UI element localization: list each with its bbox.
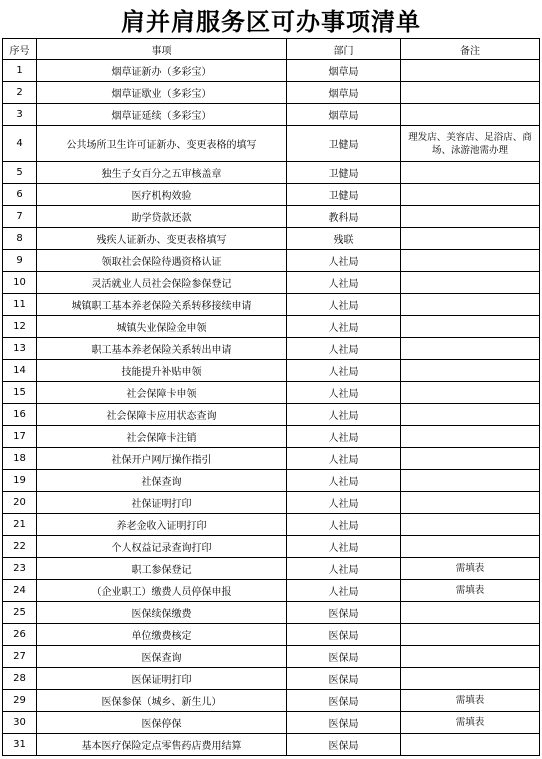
table-row [3, 734, 540, 756]
cell-note [401, 492, 540, 514]
table-row [3, 360, 540, 382]
cell-no: 21 [3, 514, 37, 536]
cell-note [401, 646, 540, 668]
cell-item: 医疗机构效验 [37, 184, 287, 206]
cell-note: 需填表 [401, 712, 540, 734]
cell-item: 助学贷款还款 [37, 206, 287, 228]
cell-item: 烟草证歇业（多彩宝） [37, 82, 287, 104]
table-row [3, 646, 540, 668]
cell-note [401, 602, 540, 624]
cell-item: 医保续保缴费 [37, 602, 287, 624]
table-row [3, 514, 540, 536]
header-item: 事项 [37, 39, 287, 60]
cell-note [401, 360, 540, 382]
table-row [3, 404, 540, 426]
cell-dept: 人社局 [287, 316, 401, 338]
cell-note: 理发店、美容店、足浴店、商场、泳游池需办理 [401, 126, 540, 162]
cell-note [401, 294, 540, 316]
cell-note [401, 514, 540, 536]
cell-note [401, 624, 540, 646]
table-row [3, 690, 540, 712]
cell-no: 16 [3, 404, 37, 426]
cell-note [401, 104, 540, 126]
table-row [3, 382, 540, 404]
cell-no: 31 [3, 734, 37, 756]
table-row [3, 104, 540, 126]
table-row [3, 272, 540, 294]
cell-item: 医保查询 [37, 646, 287, 668]
cell-item: 残疾人证新办、变更表格填写 [37, 228, 287, 250]
cell-item: 个人权益记录查询打印 [37, 536, 287, 558]
cell-note [401, 272, 540, 294]
cell-no: 17 [3, 426, 37, 448]
cell-no: 14 [3, 360, 37, 382]
cell-note [401, 338, 540, 360]
cell-dept: 卫健局 [287, 162, 401, 184]
cell-no: 28 [3, 668, 37, 690]
header-no: 序号 [3, 39, 37, 60]
cell-dept: 人社局 [287, 470, 401, 492]
cell-no: 11 [3, 294, 37, 316]
cell-note [401, 316, 540, 338]
table-row [3, 126, 540, 162]
table-row [3, 448, 540, 470]
cell-item: 技能提升补贴申领 [37, 360, 287, 382]
cell-item: 社保开户网厅操作指引 [37, 448, 287, 470]
cell-note: 需填表 [401, 690, 540, 712]
cell-dept: 人社局 [287, 448, 401, 470]
cell-no: 26 [3, 624, 37, 646]
cell-no: 10 [3, 272, 37, 294]
cell-no: 15 [3, 382, 37, 404]
cell-dept: 医保局 [287, 690, 401, 712]
cell-item: 社会保障卡申领 [37, 382, 287, 404]
cell-note [401, 162, 540, 184]
cell-no: 30 [3, 712, 37, 734]
cell-dept: 烟草局 [287, 104, 401, 126]
cell-no: 18 [3, 448, 37, 470]
cell-no: 4 [3, 126, 37, 162]
table-row [3, 162, 540, 184]
cell-item: 城镇失业保险金申领 [37, 316, 287, 338]
cell-dept: 人社局 [287, 580, 401, 602]
cell-dept: 烟草局 [287, 82, 401, 104]
table-header-row [3, 39, 540, 60]
cell-item: 职工参保登记 [37, 558, 287, 580]
cell-note [401, 206, 540, 228]
cell-dept: 人社局 [287, 514, 401, 536]
cell-item: 城镇职工基本养老保险关系转移接续申请 [37, 294, 287, 316]
cell-item: 医保停保 [37, 712, 287, 734]
table-row [3, 492, 540, 514]
cell-dept: 卫健局 [287, 184, 401, 206]
table-row [3, 250, 540, 272]
cell-no: 23 [3, 558, 37, 580]
cell-dept: 人社局 [287, 250, 401, 272]
cell-dept: 人社局 [287, 360, 401, 382]
table-row [3, 82, 540, 104]
cell-no: 3 [3, 104, 37, 126]
table-row [3, 426, 540, 448]
cell-item: 医保证明打印 [37, 668, 287, 690]
cell-no: 12 [3, 316, 37, 338]
cell-no: 6 [3, 184, 37, 206]
cell-item: 医保参保（城乡、新生儿） [37, 690, 287, 712]
cell-no: 1 [3, 60, 37, 82]
cell-item: 单位缴费核定 [37, 624, 287, 646]
cell-dept: 烟草局 [287, 60, 401, 82]
cell-dept: 人社局 [287, 382, 401, 404]
table-row [3, 602, 540, 624]
cell-dept: 人社局 [287, 558, 401, 580]
cell-dept: 人社局 [287, 294, 401, 316]
cell-no: 7 [3, 206, 37, 228]
table-row [3, 338, 540, 360]
cell-dept: 医保局 [287, 602, 401, 624]
header-note: 备注 [401, 39, 540, 60]
cell-dept: 医保局 [287, 668, 401, 690]
cell-note [401, 382, 540, 404]
cell-dept: 医保局 [287, 646, 401, 668]
cell-dept: 医保局 [287, 734, 401, 756]
cell-dept: 医保局 [287, 712, 401, 734]
cell-dept: 卫健局 [287, 126, 401, 162]
table-row [3, 470, 540, 492]
cell-note [401, 426, 540, 448]
table-row [3, 316, 540, 338]
header-dept: 部门 [287, 39, 401, 60]
cell-dept: 医保局 [287, 624, 401, 646]
cell-item: 社会保障卡应用状态查询 [37, 404, 287, 426]
table-row [3, 536, 540, 558]
table-body [3, 60, 540, 756]
cell-item: 烟草证新办（多彩宝） [37, 60, 287, 82]
cell-item: 养老金收入证明打印 [37, 514, 287, 536]
cell-note [401, 184, 540, 206]
cell-item: 社会保障卡注销 [37, 426, 287, 448]
cell-dept: 教科局 [287, 206, 401, 228]
cell-item: 基本医疗保险定点零售药店费用结算 [37, 734, 287, 756]
cell-no: 20 [3, 492, 37, 514]
cell-no: 24 [3, 580, 37, 602]
cell-no: 2 [3, 82, 37, 104]
services-table [2, 38, 540, 756]
cell-item: 社保证明打印 [37, 492, 287, 514]
cell-note: 需填表 [401, 580, 540, 602]
table-row [3, 294, 540, 316]
cell-dept: 残联 [287, 228, 401, 250]
cell-item: 职工基本养老保险关系转出申请 [37, 338, 287, 360]
cell-no: 9 [3, 250, 37, 272]
cell-no: 25 [3, 602, 37, 624]
table-row [3, 668, 540, 690]
table-row [3, 60, 540, 82]
cell-note: 需填表 [401, 558, 540, 580]
cell-no: 29 [3, 690, 37, 712]
cell-item: 烟草证延续（多彩宝） [37, 104, 287, 126]
table-row [3, 228, 540, 250]
cell-item: 社保查询 [37, 470, 287, 492]
cell-note [401, 470, 540, 492]
cell-note [401, 448, 540, 470]
cell-note [401, 734, 540, 756]
cell-no: 8 [3, 228, 37, 250]
cell-note [401, 250, 540, 272]
table-row [3, 206, 540, 228]
cell-no: 13 [3, 338, 37, 360]
cell-dept: 人社局 [287, 404, 401, 426]
cell-dept: 人社局 [287, 536, 401, 558]
cell-dept: 人社局 [287, 426, 401, 448]
cell-note [401, 228, 540, 250]
cell-dept: 人社局 [287, 338, 401, 360]
cell-note [401, 82, 540, 104]
table-row [3, 580, 540, 602]
cell-no: 5 [3, 162, 37, 184]
cell-note [401, 404, 540, 426]
cell-item: （企业职工）缴费人员停保申报 [37, 580, 287, 602]
cell-note [401, 60, 540, 82]
cell-dept: 人社局 [287, 492, 401, 514]
cell-note [401, 668, 540, 690]
table-row [3, 558, 540, 580]
table-row [3, 624, 540, 646]
cell-item: 公共场所卫生许可证新办、变更表格的填写 [37, 126, 287, 162]
table-row [3, 184, 540, 206]
page-title: 肩并肩服务区可办事项清单 [121, 6, 421, 36]
cell-no: 19 [3, 470, 37, 492]
cell-note [401, 536, 540, 558]
cell-dept: 人社局 [287, 272, 401, 294]
cell-item: 灵活就业人员社会保险参保登记 [37, 272, 287, 294]
cell-item: 独生子女百分之五审核盖章 [37, 162, 287, 184]
cell-no: 27 [3, 646, 37, 668]
table-row [3, 712, 540, 734]
cell-item: 领取社会保险待遇资格认证 [37, 250, 287, 272]
cell-no: 22 [3, 536, 37, 558]
